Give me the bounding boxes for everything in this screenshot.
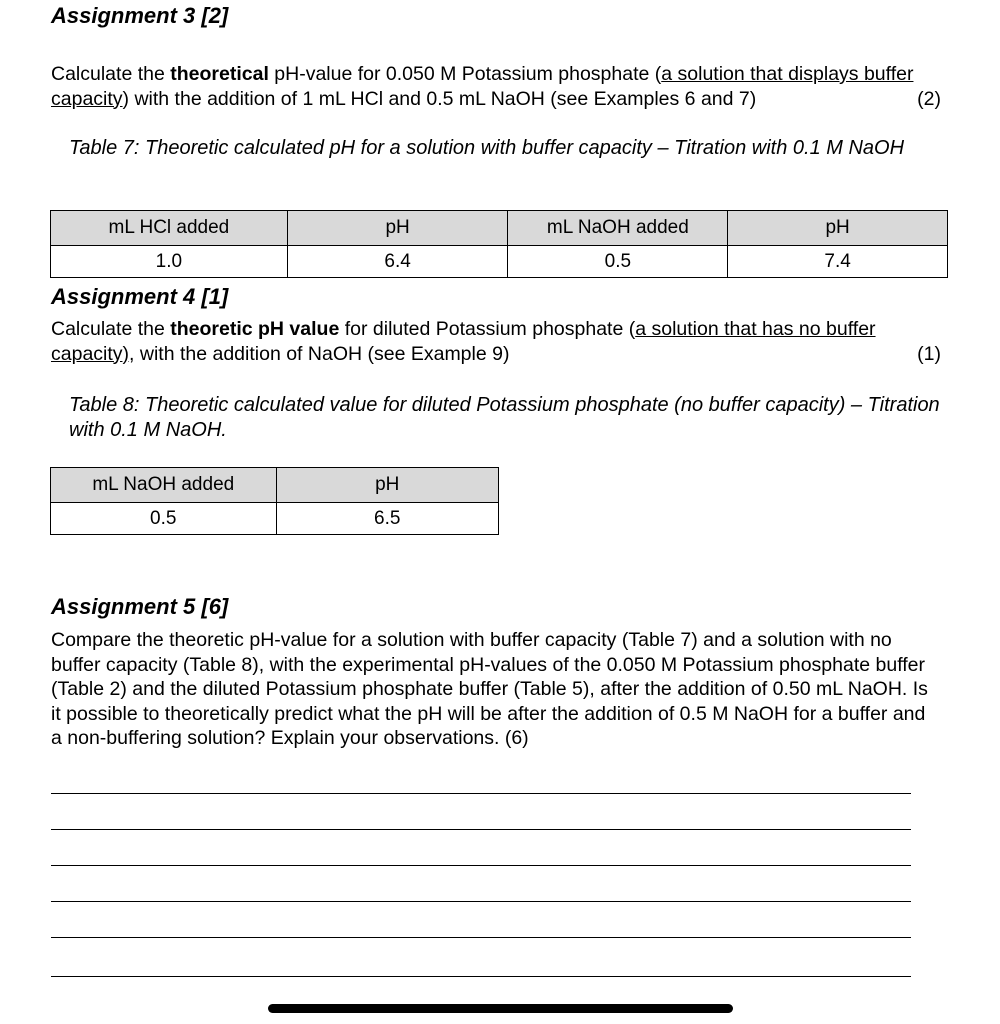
assignment-4-heading: Assignment 4 [1] bbox=[51, 284, 229, 309]
table-7-header-ph-1: pH bbox=[287, 211, 508, 246]
a3-text-pre: Calculate the bbox=[51, 63, 171, 85]
a3-text-underline: a solution that displays buffer capacity bbox=[51, 63, 914, 110]
table-7-cell-ph-2: 7.4 bbox=[728, 246, 948, 278]
assignment-3-heading: Assignment 3 [2] bbox=[51, 3, 229, 28]
answer-line-6[interactable] bbox=[51, 976, 911, 977]
a4-text-mid: for diluted Potassium phosphate ( bbox=[339, 318, 636, 340]
a3-points: (2) bbox=[917, 87, 941, 110]
answer-line-4[interactable] bbox=[51, 901, 911, 902]
home-indicator[interactable] bbox=[268, 1004, 733, 1013]
table-7-cell-ml-hcl: 1.0 bbox=[51, 246, 288, 278]
table-7-header-row bbox=[51, 211, 948, 246]
a3-text-post: ) with the addition of 1 mL HCl and 0.5 mL NaOH (see Examples 6 and 7) bbox=[122, 87, 757, 110]
table-7-header-ph-2: pH bbox=[728, 211, 948, 246]
a4-points: (1) bbox=[917, 342, 941, 365]
table-8-header-ml-naoh: mL NaOH added bbox=[51, 468, 277, 503]
assignment-5-text: Compare the theoretic pH-value for a solution with buffer capacity (Table 7) and a solution with no buffer capacity (Table 8), with the experimental pH-values of the 0.050 M Potassium phosphate buffer (Table 2) and the diluted Potassium phosphate buffer (Table 5), after the addition of 0.50 mL NaOH. Is it possible to theoretically predict what the pH will be after the addition of 0.5 M NaOH for a buffer and a non-buffering solution? Explain your observations. (6) bbox=[51, 629, 928, 749]
answer-line-3[interactable] bbox=[51, 865, 911, 866]
table-7-header-ml-hcl: mL HCl added bbox=[51, 211, 288, 246]
assignment-3-text bbox=[51, 62, 941, 111]
table-8-cell-ph: 6.5 bbox=[276, 503, 498, 535]
a4-text-post: , with the addition of NaOH (see Example 9) bbox=[129, 342, 510, 365]
a3-text-bold: theoretical bbox=[170, 63, 269, 85]
table-8-caption: Table 8: Theoretic calculated value for diluted Potassium phosphate (no buffer capacity) – Titration with 0.1 M NaOH. bbox=[69, 394, 940, 441]
table-8-cell-ml-naoh: 0.5 bbox=[51, 503, 277, 535]
answer-line-2[interactable] bbox=[51, 829, 911, 830]
table-7-cell-ml-naoh: 0.5 bbox=[508, 246, 728, 278]
table-7-header-ml-naoh: mL NaOH added bbox=[508, 211, 728, 246]
table-7-caption: Table 7: Theoretic calculated pH for a solution with buffer capacity – Titration with 0.1 M NaOH bbox=[69, 137, 905, 159]
table-8-header-ph: pH bbox=[276, 468, 498, 503]
a4-text-pre: Calculate the bbox=[51, 318, 171, 340]
table-7 bbox=[50, 210, 948, 278]
answer-line-1[interactable] bbox=[51, 793, 911, 794]
table-row bbox=[51, 503, 499, 535]
a3-text-mid: pH-value for 0.050 M Potassium phosphate ( bbox=[268, 63, 662, 85]
assignment-4-text bbox=[51, 317, 941, 366]
a4-text-bold: theoretic pH value bbox=[170, 318, 340, 340]
table-7-cell-ph-1: 6.4 bbox=[287, 246, 508, 278]
a4-text-underline: a solution that has no buffer capacity) bbox=[51, 318, 876, 365]
table-row bbox=[51, 246, 948, 278]
table-8-header-row bbox=[51, 468, 499, 503]
assignment-5-heading: Assignment 5 [6] bbox=[51, 594, 229, 619]
table-8 bbox=[50, 467, 499, 535]
answer-line-5[interactable] bbox=[51, 937, 911, 938]
